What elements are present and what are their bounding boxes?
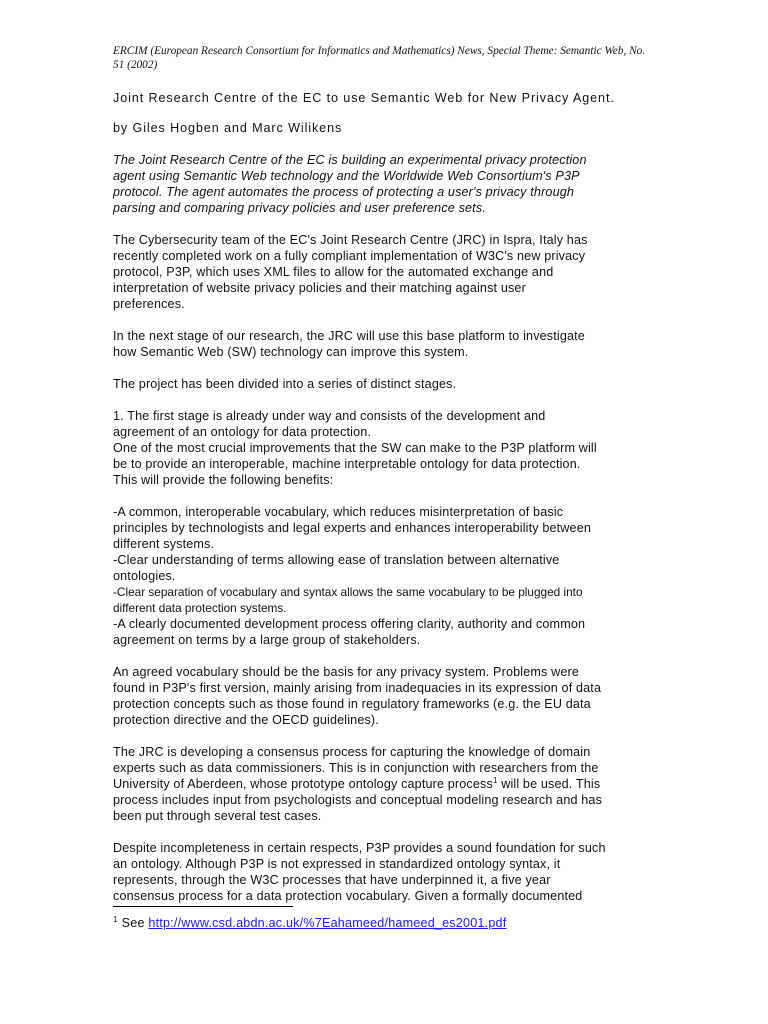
paragraph-next-stage [113,328,653,360]
paragraph-p3p-foundation [113,840,653,904]
benefit-item: -Clear understanding of terms allowing ease of translation between alternative [113,553,560,567]
text-line: recently completed work on a fully compliant implementation of W3C's new privacy [113,249,586,263]
text-line: interpretation of website privacy policies and their matching against user [113,281,526,295]
journal-header [113,44,653,72]
text-line: One of the most crucial improvements that the SW can make to the P3P platform will [113,441,597,455]
paragraph-stages [113,376,653,392]
benefit-item: principles by technologists and legal experts and enhances interoperability between [113,521,592,535]
footnote-reference[interactable]: 1 [492,775,498,785]
footnote-divider [113,906,293,907]
text-line: An agreed vocabulary should be the basis for any privacy system. Problems were [113,665,579,679]
text-line: In the next stage of our research, the JRC will use this base platform to investigate [113,329,585,343]
benefit-item: different systems. [113,537,215,551]
text-line [113,776,653,792]
text-line: protection concepts such as those found in regulatory frameworks (e.g. the EU data [113,697,591,711]
document-page [113,44,653,920]
text-line: found in P3P's first version, mainly arising from inadequacies in its expression of data [113,681,602,695]
footnote-link[interactable]: http://www.csd.abdn.ac.uk/%7Eahameed/hameed_es2001.pdf [148,916,507,930]
text-line: how Semantic Web (SW) technology can improve this system. [113,345,469,359]
text-line: be to provide an interoperable, machine interpretable ontology for data protection. [113,457,581,471]
benefit-item: -A clearly documented development process offering clarity, authority and common [113,617,586,631]
text-line: Despite incompleteness in certain respects, P3P provides a sound foundation for such [113,841,606,855]
article-byline: by Giles Hogben and Marc Wilikens [113,121,343,135]
footnote [113,915,506,931]
benefit-item: -Clear separation of vocabulary and syntax allows the same vocabulary to be plugged into [113,585,583,599]
benefit-item: ontologies. [113,569,176,583]
paragraph-cybersecurity [113,232,653,312]
footnote-number: 1 [113,914,118,924]
text-line: agent using Semantic Web technology and the Worldwide Web Consortium's P3P [113,169,580,183]
text-line: an ontology. Although P3P is not expressed in standardized ontology syntax, it [113,857,561,871]
text-line: consensus process for a data protection vocabulary. Given a formally documented [113,889,583,903]
text-line: The project has been divided into a series of distinct stages. [113,377,457,391]
text-line: protection directive and the OECD guidelines). [113,713,379,727]
benefits-list [113,504,653,648]
text-line: process includes input from psychologists and conceptual modeling research and has [113,793,603,807]
text-line: protocol. The agent automates the process of protecting a user's privacy through [113,185,575,199]
text-line: been put through several test cases. [113,809,322,823]
text-line: The Cybersecurity team of the EC's Joint Research Centre (JRC) in Ispra, Italy has [113,233,588,247]
text-fragment: will be used. This [497,777,601,791]
text-fragment: University of Aberdeen, whose prototype ontology capture process [113,777,493,791]
text-line: agreement of an ontology for data protection. [113,425,372,439]
header-line: 51 (2002) [113,59,158,71]
text-line: experts such as data commissioners. This is in conjunction with researchers from the [113,761,599,775]
text-line: protocol, P3P, which uses XML files to allow for the automated exchange and [113,265,554,279]
paragraph-first-stage [113,408,653,488]
paragraph-consensus [113,744,653,824]
header-line: ERCIM (European Research Consortium for Informatics and Mathematics) News, Special Theme: Semantic Web, No. [113,45,646,57]
text-line: parsing and comparing privacy policies and user preference sets. [113,201,486,215]
benefit-item: agreement on terms by a large group of stakeholders. [113,633,421,647]
text-line: The JRC is developing a consensus process for capturing the knowledge of domain [113,745,591,759]
article-title: Joint Research Centre of the EC to use Semantic Web for New Privacy Agent. [113,91,615,105]
text-line: The Joint Research Centre of the EC is building an experimental privacy protection [113,153,587,167]
text-line: represents, through the W3C processes that have underpinned it, a five year [113,873,551,887]
text-line: 1. The first stage is already under way and consists of the development and [113,409,546,423]
lead-paragraph [113,152,653,216]
paragraph-vocabulary [113,664,653,728]
text-line: preferences. [113,297,185,311]
benefit-item: -A common, interoperable vocabulary, which reduces misinterpretation of basic [113,505,564,519]
footnote-label: See [121,916,149,930]
text-line: This will provide the following benefits: [113,473,334,487]
benefit-item: different data protection systems. [113,601,287,615]
